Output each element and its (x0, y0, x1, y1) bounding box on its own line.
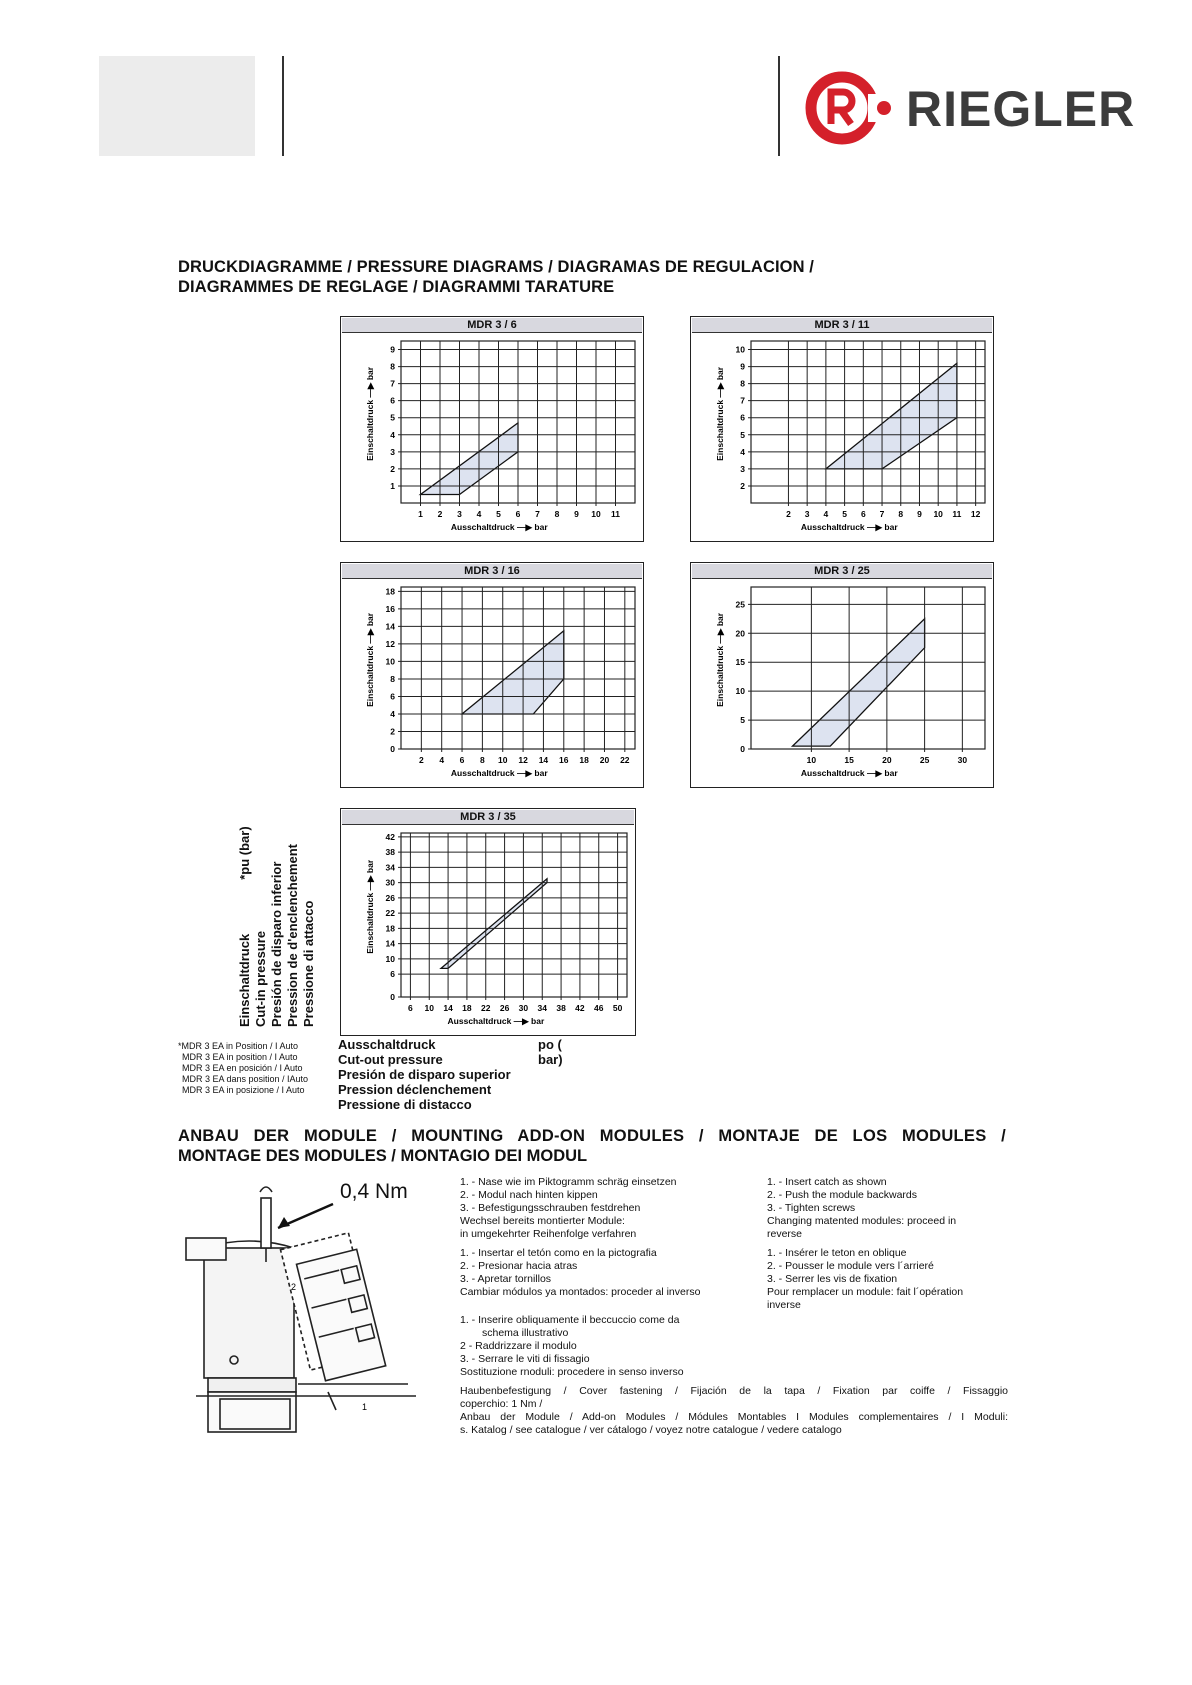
x-tick-label: 2 (418, 755, 424, 765)
x-tick-label: 18 (579, 755, 589, 765)
y-tick-label: 16 (385, 603, 395, 614)
instruction-line: 2. - Push the module backwards (767, 1189, 917, 1201)
y-tick-label: 7 (740, 395, 745, 406)
y-tick-label: 14 (385, 938, 395, 949)
y-tick-label: 3 (390, 446, 395, 457)
y-tick-label: 0 (390, 744, 395, 754)
instruction-line: 1. - Inserire obliquamente il beccuccio come da (460, 1314, 680, 1326)
instruction-line: 3. - Apretar tornillos (460, 1273, 552, 1285)
instruction-line: Pour remplacer un module: fait l´opération (767, 1286, 964, 1298)
instruction-line: 1. - Nase wie im Piktogramm schräg einsetzen (460, 1176, 677, 1188)
cover-note-line: Haubenbefestigung / Cover fastening / Fijación de la tapa / Fixation par coiffe / Fissaggio (460, 1385, 1008, 1397)
x-axis-label: Ausschaltdruck —▶ bar (450, 522, 548, 532)
x-tick-label: 7 (535, 509, 540, 519)
operating-range-area (441, 879, 547, 969)
chart-mdr-3-11 (690, 316, 994, 542)
cut-out-legend (338, 1037, 563, 1112)
y-tick-label: 5 (740, 715, 745, 726)
x-tick-label: 25 (919, 755, 930, 765)
position-note: MDR 3 EA dans position / IAuto (182, 1074, 309, 1084)
instruction-line: 1. - Insérer le teton en oblique (767, 1247, 907, 1259)
chart-title: MDR 3 / 6 (342, 318, 642, 333)
x-tick-label: 11 (952, 509, 962, 519)
y-tick-label: 8 (390, 361, 395, 372)
chart-title: MDR 3 / 25 (692, 564, 992, 579)
x-tick-label: 9 (574, 509, 579, 519)
x-tick-label: 8 (554, 509, 560, 519)
y-tick-label: 12 (385, 638, 395, 649)
y-tick-label: 4 (390, 708, 395, 719)
position-note: MDR 3 EA in posizione / I Auto (182, 1085, 305, 1095)
cut-in-legend-line: Cut-in pressure (253, 930, 268, 1027)
y-tick-label: 6 (390, 969, 395, 980)
module-mounting-illustration (178, 1178, 448, 1440)
y-tick-label: 3 (740, 463, 745, 474)
x-tick-label: 42 (575, 1003, 585, 1013)
x-tick-label: 34 (537, 1003, 547, 1013)
y-tick-label: 18 (385, 923, 395, 934)
instruction-line: 2. - Pousser le module vers l´arrieré (767, 1260, 934, 1272)
y-tick-label: 2 (390, 726, 395, 737)
x-tick-label: 38 (556, 1003, 566, 1013)
cut-out-line: Ausschaltdruck po ( bar) (338, 1037, 563, 1067)
y-tick-label: 10 (385, 656, 395, 667)
x-tick-label: 16 (559, 755, 569, 765)
y-tick-label: 2 (390, 463, 395, 474)
x-tick-label: 12 (518, 755, 528, 765)
y-tick-label: 5 (390, 412, 395, 423)
x-tick-label: 6 (515, 509, 521, 519)
instruction-line: Wechsel bereits montierter Module: (460, 1215, 625, 1227)
cut-out-line: Presión de disparo superior (338, 1067, 511, 1082)
position-note: MDR 3 EA en posición / I Auto (182, 1063, 303, 1073)
figure-label-1: 1 (362, 1402, 368, 1412)
position-note: MDR 3 EA in position / I Auto (182, 1052, 298, 1062)
y-tick-label: 10 (735, 686, 745, 697)
y-tick-label: 4 (390, 429, 395, 440)
x-axis-label: Ausschaltdruck —▶ bar (447, 1016, 545, 1026)
chart-title: MDR 3 / 35 (342, 810, 634, 825)
y-tick-label: 42 (385, 831, 395, 842)
x-tick-label: 7 (879, 509, 885, 519)
instruction-line: 2. - Presionar hacia atras (460, 1260, 578, 1272)
x-tick-label: 6 (408, 1003, 413, 1013)
instruction-line: 1. - Insert catch as shown (767, 1176, 887, 1188)
instruction-line: 3. - Serrer les vis de fixation (767, 1273, 898, 1285)
brand-name: RIEGLER (906, 81, 1136, 137)
diagrams-heading (178, 257, 814, 297)
pu-label: *pu (bar) (237, 826, 252, 880)
plot-frame (401, 833, 627, 997)
x-tick-label: 15 (844, 755, 854, 765)
x-tick-label: 20 (599, 755, 610, 765)
x-tick-label: 11 (611, 509, 620, 519)
riegler-logo-mark-icon (804, 70, 900, 150)
x-axis-label: Ausschaltdruck —▶ bar (450, 768, 548, 778)
instruction-line: inverse (767, 1299, 801, 1311)
operating-range-area (462, 631, 564, 714)
x-tick-label: 30 (957, 755, 968, 765)
catalog-note-line: Anbau der Module / Add-on Modules / Módules Montables I Modules complementaires / I Moduli: (460, 1411, 1008, 1423)
instruction-line: 1. - Insertar el tetón como en la pictografia (460, 1247, 657, 1259)
cut-out-line: Pressione di distacco (338, 1097, 472, 1112)
x-tick-label: 10 (498, 755, 508, 765)
mounting-heading-line-2: MONTAGE DES MODULES / MONTAGIO DEI MODUL (178, 1147, 588, 1165)
y-tick-label: 5 (740, 429, 745, 440)
chart-mdr-3-35 (340, 808, 636, 1036)
y-tick-label: 22 (385, 908, 395, 919)
instructions-fr (767, 1247, 963, 1312)
x-tick-label: 10 (933, 509, 943, 519)
y-tick-label: 4 (740, 446, 745, 457)
y-tick-label: 26 (385, 892, 395, 903)
x-tick-label: 50 (612, 1003, 623, 1013)
x-tick-label: 9 (917, 509, 922, 519)
x-tick-label: 8 (898, 509, 904, 519)
x-tick-label: 12 (970, 509, 981, 519)
y-tick-label: 10 (735, 344, 745, 355)
position-note: *MDR 3 EA in Position / I Auto (178, 1041, 299, 1051)
mounting-heading-line-1: ANBAU DER MODULE / MOUNTING ADD-ON MODULES / MONTAJE DE LOS MODULES / (178, 1127, 1006, 1145)
cut-in-legend-line: Pressione di attacco (301, 900, 316, 1027)
x-tick-label: 26 (499, 1003, 510, 1013)
x-axis-label: Ausschaltdruck —▶ bar (800, 522, 898, 532)
y-tick-label: 6 (740, 412, 745, 423)
instruction-line: 3. - Tighten screws (767, 1202, 856, 1214)
y-tick-label: 7 (390, 378, 395, 389)
y-tick-label: 6 (390, 691, 395, 702)
y-tick-label: 6 (390, 395, 395, 406)
y-tick-label: 30 (385, 877, 395, 888)
x-tick-label: 2 (437, 509, 443, 519)
y-tick-label: 10 (385, 953, 395, 964)
x-tick-label: 46 (594, 1003, 604, 1013)
header-placeholder-box (99, 56, 255, 156)
x-tick-label: 4 (823, 509, 829, 519)
x-tick-label: 20 (882, 755, 892, 765)
y-tick-label: 15 (735, 657, 745, 668)
x-tick-label: 30 (518, 1003, 529, 1013)
cut-in-legend (237, 826, 317, 1027)
chart-plot (341, 333, 645, 541)
chart-plot (341, 579, 645, 787)
chart-mdr-3-6 (340, 316, 644, 542)
y-axis-label: Einschaltdruck —▶ bar (365, 366, 375, 461)
x-tick-label: 22 (620, 755, 630, 765)
po-label: po ( bar) (538, 1037, 563, 1067)
instruction-line: 2. - Modul nach hinten kippen (460, 1189, 598, 1201)
x-tick-label: 10 (591, 509, 601, 519)
plot-frame (751, 587, 985, 749)
cut-in-legend-line: Pression de d'enclenchement (285, 844, 300, 1027)
y-tick-label: 8 (740, 378, 745, 389)
instruction-line: in umgekehrter Reihenfolge verfahren (460, 1228, 637, 1240)
x-axis-label: Ausschaltdruck —▶ bar (800, 768, 898, 778)
x-tick-label: 3 (457, 509, 462, 519)
instruction-line: schema illustrativo (482, 1327, 569, 1339)
y-tick-label: 9 (740, 361, 745, 372)
cut-out-line: Pression déclenchement (338, 1082, 492, 1097)
torque-value: 0,4 Nm (340, 1180, 408, 1203)
figure-label-2: 2 (291, 1282, 297, 1292)
x-tick-label: 14 (538, 755, 549, 765)
instruction-line: 3. - Befestigungsschrauben festdrehen (460, 1202, 641, 1214)
x-tick-label: 14 (443, 1003, 453, 1013)
instructions-it (460, 1314, 684, 1379)
chart-title: MDR 3 / 16 (342, 564, 642, 579)
instructions-en (767, 1176, 956, 1241)
instructions-es (460, 1247, 700, 1299)
y-tick-label: 8 (390, 673, 395, 684)
y-axis-label: Einschaltdruck —▶ bar (715, 366, 725, 461)
catalog-note-line: s. Katalog / see catalogue / ver cátalogo / voyez notre catalogue / vedere catalogo (460, 1424, 842, 1436)
instruction-line: 3. - Serrare le viti di fissagio (460, 1353, 590, 1365)
x-tick-label: 3 (804, 509, 810, 519)
x-tick-label: 10 (424, 1003, 434, 1013)
x-tick-label: 6 (860, 509, 866, 519)
chart-mdr-3-25 (690, 562, 994, 788)
operating-range-area (421, 423, 519, 495)
x-tick-label: 18 (462, 1003, 472, 1013)
cover-note-line: coperchio: 1 Nm / (460, 1398, 543, 1410)
x-tick-label: 6 (459, 755, 465, 765)
cover-catalog-notes (460, 1385, 1008, 1437)
y-tick-label: 18 (385, 586, 395, 597)
x-tick-label: 5 (496, 509, 501, 519)
y-tick-label: 9 (390, 344, 395, 355)
operating-range-area (826, 363, 957, 469)
cut-in-legend-line: Presión de disparo inferior (269, 861, 284, 1027)
x-tick-label: 4 (439, 755, 445, 765)
instruction-line: Changing matented modules: proceed in (767, 1215, 957, 1227)
x-tick-label: 1 (418, 509, 423, 519)
mounting-heading (178, 1126, 1006, 1166)
y-tick-label: 20 (735, 628, 745, 639)
y-tick-label: 2 (740, 480, 745, 491)
y-axis-label: Einschaltdruck —▶ bar (365, 859, 375, 954)
header-divider-right (778, 56, 780, 156)
operating-range-area (793, 619, 925, 746)
chart-plot (691, 579, 995, 787)
instructions-de (460, 1176, 677, 1241)
x-tick-label: 5 (842, 509, 847, 519)
diagrams-heading-line-2: DIAGRAMMES DE REGLAGE / DIAGRAMMI TARATURE (178, 278, 615, 296)
instruction-line: Sostituzione rnoduli: procedere in senso inverso (460, 1366, 684, 1378)
x-tick-label: 22 (481, 1003, 491, 1013)
position-notes (178, 1041, 308, 1096)
y-tick-label: 1 (390, 480, 395, 491)
diagrams-heading-line-1: DRUCKDIAGRAMME / PRESSURE DIAGRAMS / DIAGRAMAS DE REGULACION / (178, 258, 814, 276)
chart-plot (341, 825, 637, 1035)
x-tick-label: 2 (786, 509, 791, 519)
y-tick-label: 0 (390, 992, 395, 1002)
cut-in-legend-line: Einschaltdruck*pu (bar) (237, 826, 252, 1027)
cut-out-line: Cut-out pressure (338, 1052, 443, 1067)
y-tick-label: 34 (385, 862, 395, 873)
riegler-logo (804, 70, 1139, 150)
x-tick-label: 10 (806, 755, 817, 765)
instruction-line: reverse (767, 1228, 803, 1240)
y-tick-label: 25 (735, 599, 745, 610)
x-tick-label: 8 (480, 755, 485, 765)
y-tick-label: 0 (740, 744, 745, 754)
y-tick-label: 38 (385, 847, 395, 858)
y-axis-label: Einschaltdruck —▶ bar (365, 612, 375, 707)
instruction-line: 2 - Raddrizzare il modulo (460, 1340, 577, 1352)
chart-title: MDR 3 / 11 (692, 318, 992, 333)
y-tick-label: 14 (385, 621, 395, 632)
header-divider-left (282, 56, 284, 156)
y-axis-label: Einschaltdruck —▶ bar (715, 612, 725, 707)
chart-plot (691, 333, 995, 541)
chart-mdr-3-16 (340, 562, 644, 788)
x-tick-label: 4 (476, 509, 482, 519)
instruction-line: Cambiar módulos ya montados: proceder al inverso (460, 1286, 701, 1298)
